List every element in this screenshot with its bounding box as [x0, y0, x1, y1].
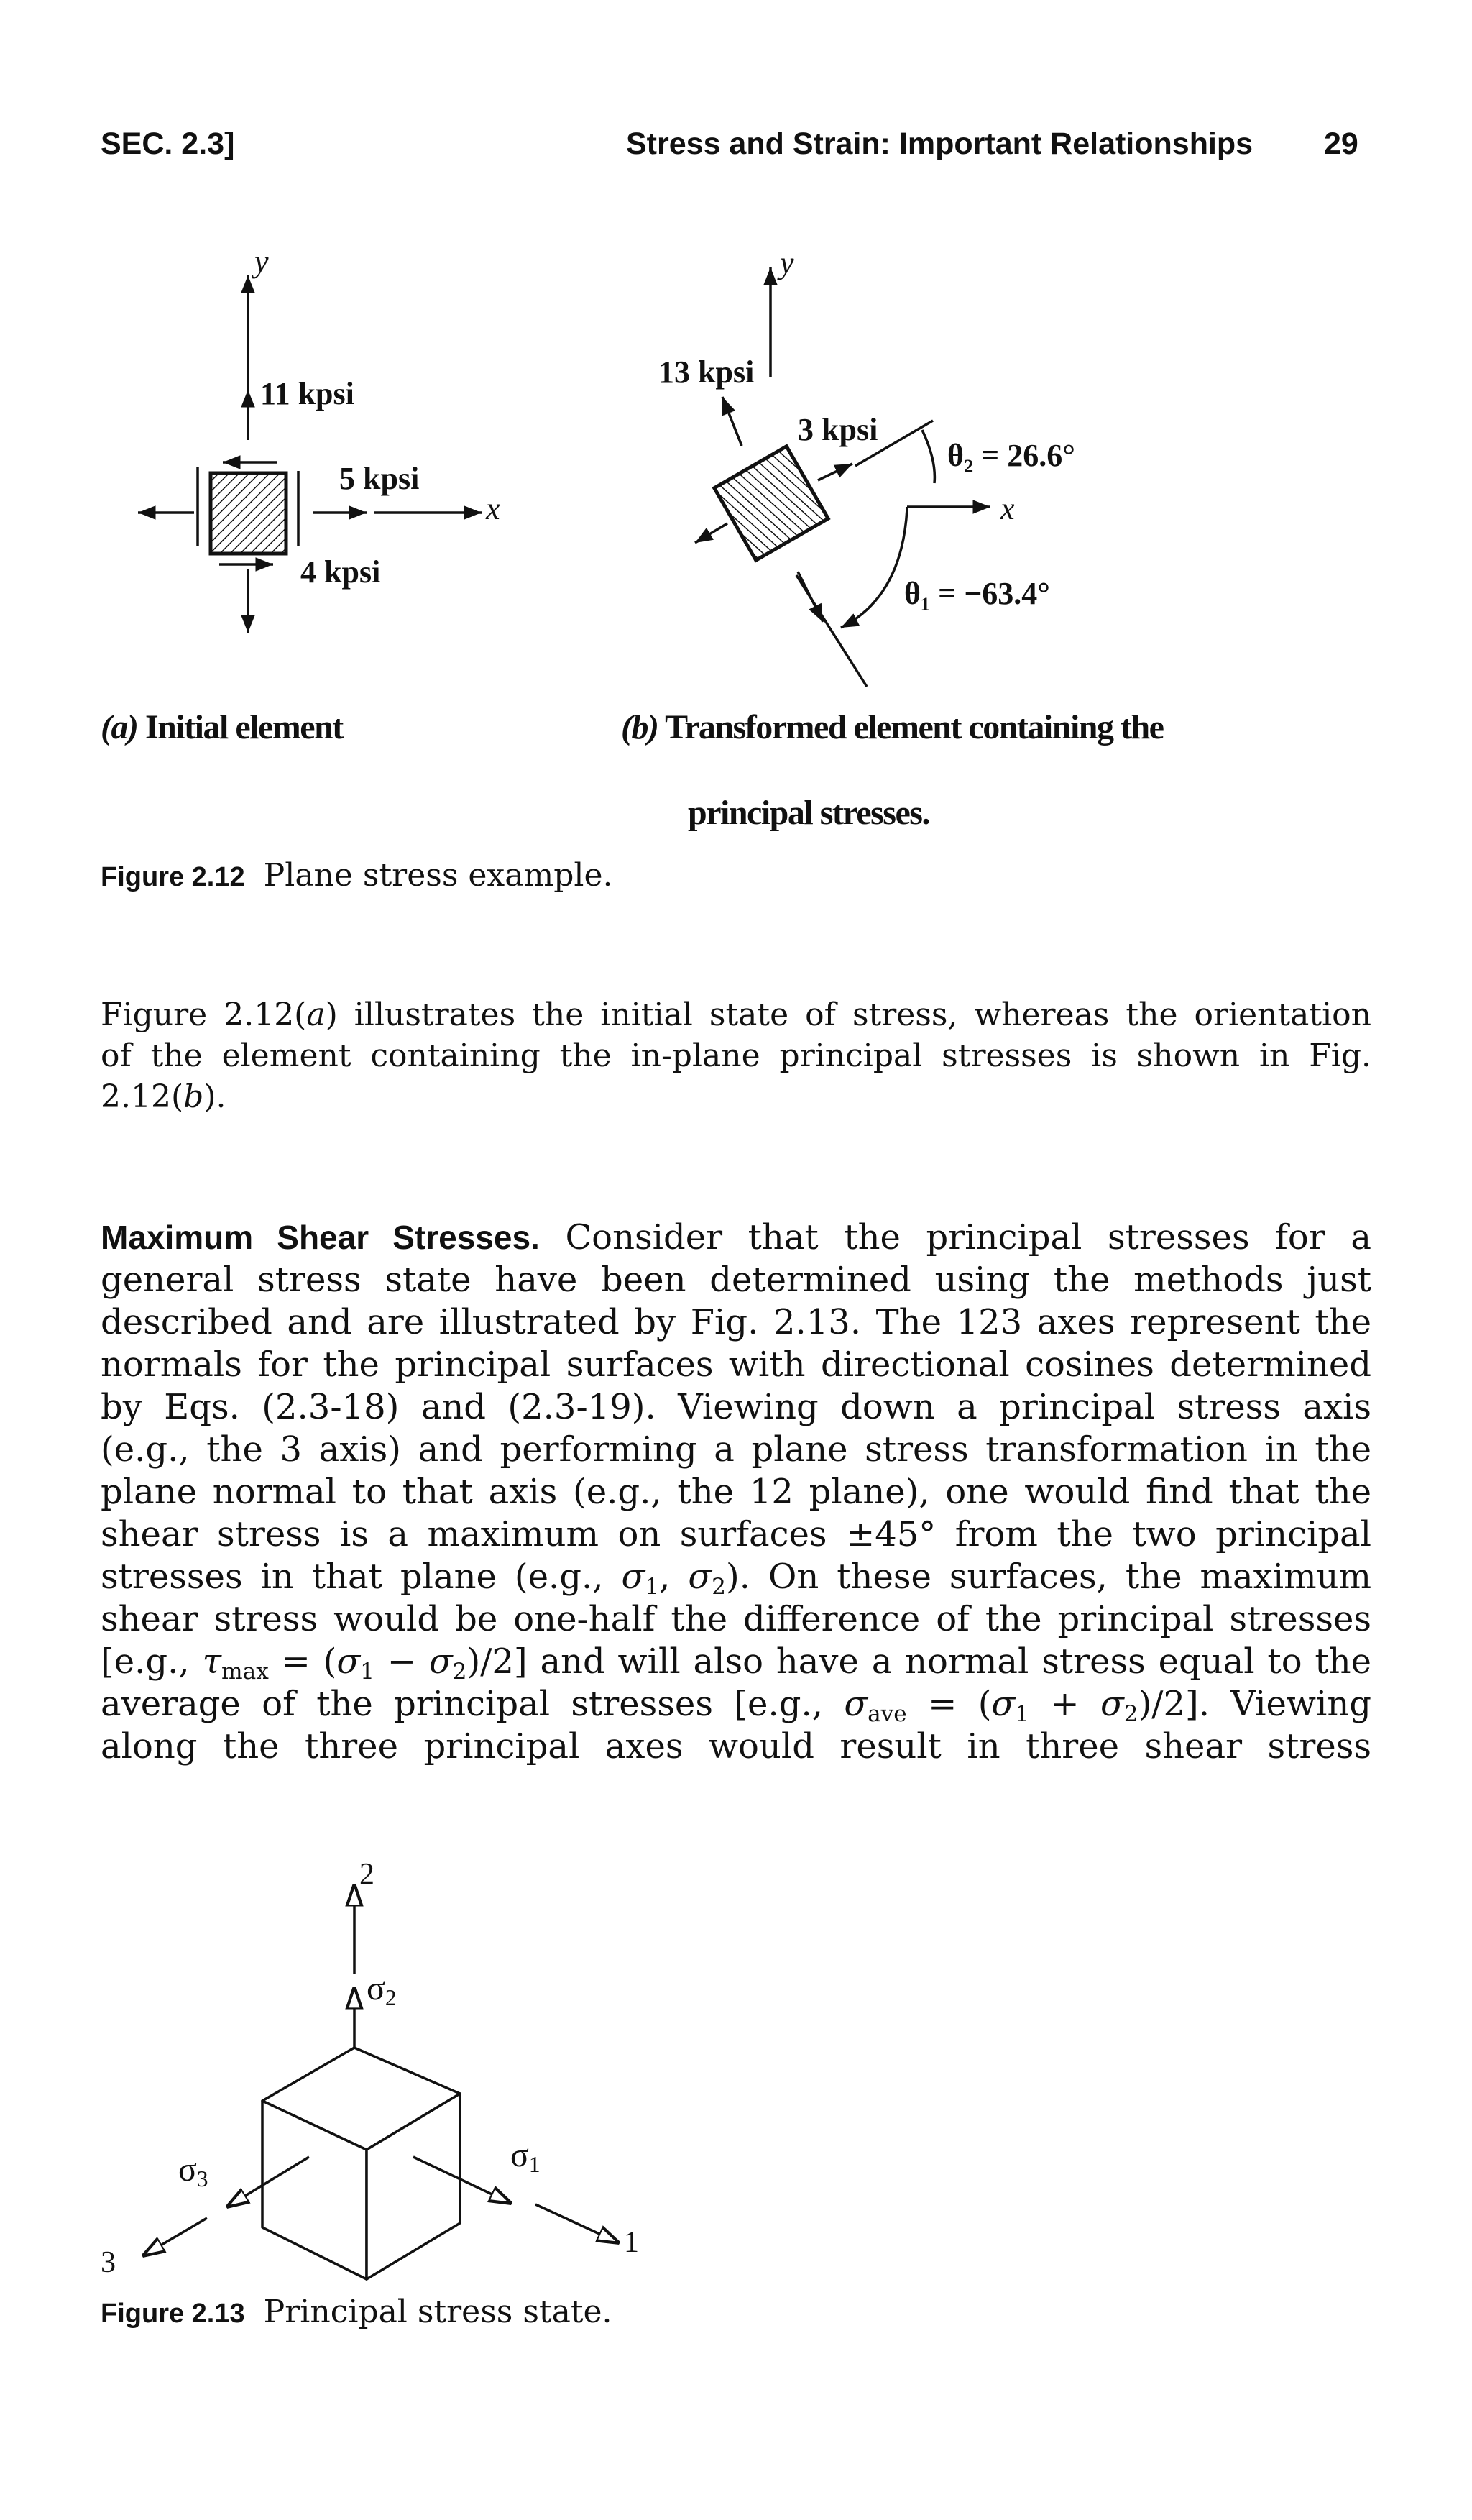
subfigure-a-label: (a) Initial element [101, 708, 343, 746]
figure-2-12-caption: Figure 2.12 Plane stress example. [101, 857, 613, 894]
p2-line-12: average of the principal stresses [e.g., $\sigma_{ave} = (\sigma_1 + \sigma_2)/2$]. Viewing [101, 1684, 1372, 1727]
p2-line-8: shear stress is a maximum on surfaces ±45° from the two principal [101, 1514, 1371, 1554]
axis-1-line [535, 2204, 620, 2243]
page-number: 29 [1324, 127, 1358, 161]
p2-line-10: shear stress would be one-half the difference of the principal stresses [101, 1599, 1371, 1639]
p2-line-11: [e.g., $\tau_{max} = (\sigma_1 - \sigma_2)/2$] and will also have a normal stress equal to the [101, 1641, 1372, 1685]
a-tau-label: 4 kpsi [300, 554, 381, 590]
section-heading-max-shear: Maximum Shear Stresses. [101, 1219, 540, 1256]
b-theta2-label: θ₂ = 26.6° [947, 438, 1075, 473]
b-sigma1-label: 13 kpsi [658, 354, 755, 390]
p2-line-3: described and are illustrated by Fig. 2.13. The 123 axes represent the [101, 1302, 1371, 1342]
p1-line-1: Figure 2.12(a) illustrates the initial state of stress, whereas the orientation [101, 996, 1371, 1033]
p2-line-6: (e.g., the 3 axis) and performing a plane stress transformation in the [101, 1429, 1371, 1470]
axis-2-label: 2 [359, 1858, 374, 1891]
p2-line-7: plane normal to that axis (e.g., the 12 plane), one would find that the [101, 1472, 1371, 1512]
axis-1-label: 1 [624, 2226, 639, 2259]
p2-line-2: general stress state have been determined using the methods just [101, 1260, 1371, 1300]
p2-line-13: along the three principal axes would result in three shear stress [101, 1726, 1371, 1767]
p2-line-1: Maximum Shear Stresses. Consider that the principal stresses for a [101, 1217, 1371, 1257]
p1-line-2: of the element containing the in-plane principal stresses is shown in Fig. [101, 1037, 1371, 1074]
figure-2-13-caption: Figure 2.13 Principal stress state. [101, 2294, 612, 2330]
a-y-label: y [254, 244, 269, 279]
p1-line-3: 2.12(b). [101, 1078, 226, 1115]
b-theta1-label: θ₁ = −63.4° [904, 576, 1050, 611]
a-x-label: x [486, 491, 500, 526]
b-sigma2-label: 3 kpsi [798, 412, 878, 447]
sigma3-label: $\sigma_3$ [178, 2150, 208, 2191]
sigma1-label: $\sigma_1$ [510, 2136, 540, 2177]
axis-3-label: 3 [101, 2246, 116, 2279]
p2-line-4: normals for the principal surfaces with directional cosines determined [101, 1344, 1371, 1385]
axis-3-line [142, 2218, 207, 2256]
a-sigma-y-label: 11 kpsi [260, 376, 354, 411]
section-label: SEC. 2.3] [101, 127, 235, 161]
subfigure-b-label-line2: principal stresses. [688, 794, 929, 832]
sigma2-label: $\sigma_2$ [367, 1969, 397, 2010]
b-y-label: y [780, 245, 794, 280]
p2-line-9: stresses in that plane (e.g., $\sigma_1$, $\sigma_2$). On these surfaces, the maximum [101, 1557, 1372, 1600]
a-sigma-x-label: 5 kpsi [339, 461, 420, 496]
p2-line-5: by Eqs. (2.3-18) and (2.3-19). Viewing down a principal stress axis [101, 1387, 1371, 1427]
running-title: Stress and Strain: Important Relationships [626, 127, 1254, 161]
subfigure-b-label: (b) Transformed element containing the [621, 708, 1164, 746]
b-x-label: x [1000, 491, 1015, 526]
